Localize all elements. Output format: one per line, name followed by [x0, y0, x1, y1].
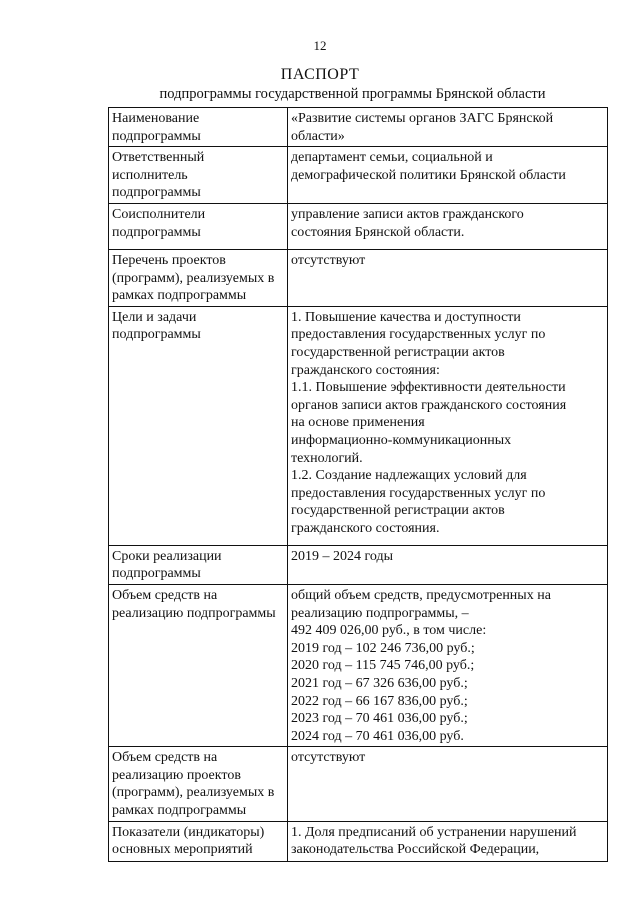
row-value-line: реализацию подпрограммы, – — [291, 605, 469, 621]
row-value-line: состояния Брянской области. — [291, 224, 465, 240]
row-label-line: реализацию проектов — [112, 767, 241, 783]
row-value-line: 2019 – 2024 годы — [291, 548, 394, 564]
row-label-line: Соисполнители — [112, 206, 206, 222]
row-label — [109, 147, 288, 204]
row-value — [288, 584, 608, 746]
row-value-line: департамент семьи, социальной и — [291, 150, 493, 166]
row-label-line: (программ), реализуемых в — [112, 785, 275, 801]
row-label-line: рамках подпрограммы — [112, 288, 247, 304]
row-label-line: Объем средств на — [112, 750, 218, 766]
passport-row — [109, 545, 608, 584]
passport-row — [109, 249, 608, 306]
row-label-line: подпрограммы — [112, 128, 201, 144]
passport-row — [109, 584, 608, 746]
row-value-line: отсутствуют — [291, 750, 366, 766]
row-value-line: 2023 год – 70 461 036,00 руб.; — [291, 711, 468, 727]
row-value — [288, 747, 608, 821]
row-label-line: Ответственный — [112, 150, 205, 166]
row-label-line: подпрограммы — [112, 566, 201, 582]
row-label — [109, 747, 288, 821]
row-value — [288, 545, 608, 584]
row-label — [109, 545, 288, 584]
row-label — [109, 584, 288, 746]
row-value — [288, 203, 608, 249]
row-value-line: органов записи актов гражданского состояния — [291, 397, 567, 413]
row-label-line: (программ), реализуемых в — [112, 270, 275, 286]
row-value-line: демографической политики Брянской области — [291, 167, 566, 183]
row-label — [109, 108, 288, 147]
row-value-line: 1.2. Создание надлежащих условий для — [291, 468, 527, 484]
passport-row — [109, 306, 608, 545]
row-label-line: рамках подпрограммы — [112, 803, 247, 819]
passport-row — [109, 147, 608, 204]
row-value-line: технологий. — [291, 450, 363, 466]
row-label-line: подпрограммы — [112, 327, 201, 343]
row-value-line: 1. Доля предписаний об устранении нарушений — [291, 824, 577, 840]
row-value-line: информационно-коммуникационных — [291, 432, 512, 448]
passport-table — [108, 107, 608, 862]
row-value-line: гражданского состояния. — [291, 520, 440, 536]
row-label — [109, 306, 288, 545]
row-label — [109, 203, 288, 249]
row-value-line: общий объем средств, предусмотренных на — [291, 587, 551, 603]
page-number: 12 — [313, 38, 327, 53]
document-title: ПАСПОРТ — [280, 66, 360, 83]
row-label-line: Сроки реализации — [112, 548, 222, 564]
row-label-line: исполнитель — [112, 167, 188, 183]
row-value-line: гражданского состояния: — [291, 362, 440, 378]
row-label-line: реализацию подпрограммы — [112, 605, 276, 621]
row-label-line: Цели и задачи — [112, 309, 197, 325]
row-value-line: государственной регистрации актов — [291, 503, 505, 519]
row-value — [288, 147, 608, 204]
row-value-line: области» — [291, 128, 345, 144]
passport-row — [109, 821, 608, 861]
row-value-line: 1. Повышение качества и доступности — [291, 309, 521, 325]
row-value-line: 492 409 026,00 руб., в том числе: — [291, 623, 487, 639]
row-value — [288, 306, 608, 545]
document-subtitle: подпрограммы государственной программы Брянской области — [159, 86, 546, 102]
row-value-line: 2020 год – 115 745 746,00 руб.; — [291, 658, 475, 674]
row-value-line: 2022 год – 66 167 836,00 руб.; — [291, 693, 468, 709]
row-value-line: 2021 год – 67 326 636,00 руб.; — [291, 675, 468, 691]
row-value-line: 2024 год – 70 461 036,00 руб. — [291, 728, 464, 744]
row-value — [288, 249, 608, 306]
row-label-line: подпрограммы — [112, 224, 201, 240]
row-value-line: управление записи актов гражданского — [291, 206, 524, 222]
row-value-line: 1.1. Повышение эффективности деятельности — [291, 380, 566, 396]
passport-table-body — [109, 108, 608, 862]
row-value-line: государственной регистрации актов — [291, 344, 505, 360]
row-label-line: основных мероприятий — [112, 842, 253, 858]
row-label-line: Показатели (индикаторы) — [112, 824, 265, 840]
passport-row — [109, 108, 608, 147]
passport-row — [109, 747, 608, 821]
row-value — [288, 108, 608, 147]
row-label-line: подпрограммы — [112, 185, 201, 201]
passport-row — [109, 203, 608, 249]
row-label-line: Наименование — [112, 111, 200, 126]
row-label-line: Перечень проектов — [112, 252, 226, 268]
row-value-line: на основе применения — [291, 415, 425, 431]
row-label — [109, 249, 288, 306]
row-value-line: отсутствуют — [291, 252, 366, 268]
row-label — [109, 821, 288, 861]
row-value-line: предоставления государственных услуг по — [291, 327, 546, 343]
row-label-line: Объем средств на — [112, 587, 218, 603]
row-value — [288, 821, 608, 861]
row-value-line: предоставления государственных услуг по — [291, 485, 546, 501]
row-value-line: законодательства Российской Федерации, — [291, 842, 540, 858]
row-value-line: «Развитие системы органов ЗАГС Брянской — [291, 111, 554, 126]
row-value-line: 2019 год – 102 246 736,00 руб.; — [291, 640, 475, 656]
